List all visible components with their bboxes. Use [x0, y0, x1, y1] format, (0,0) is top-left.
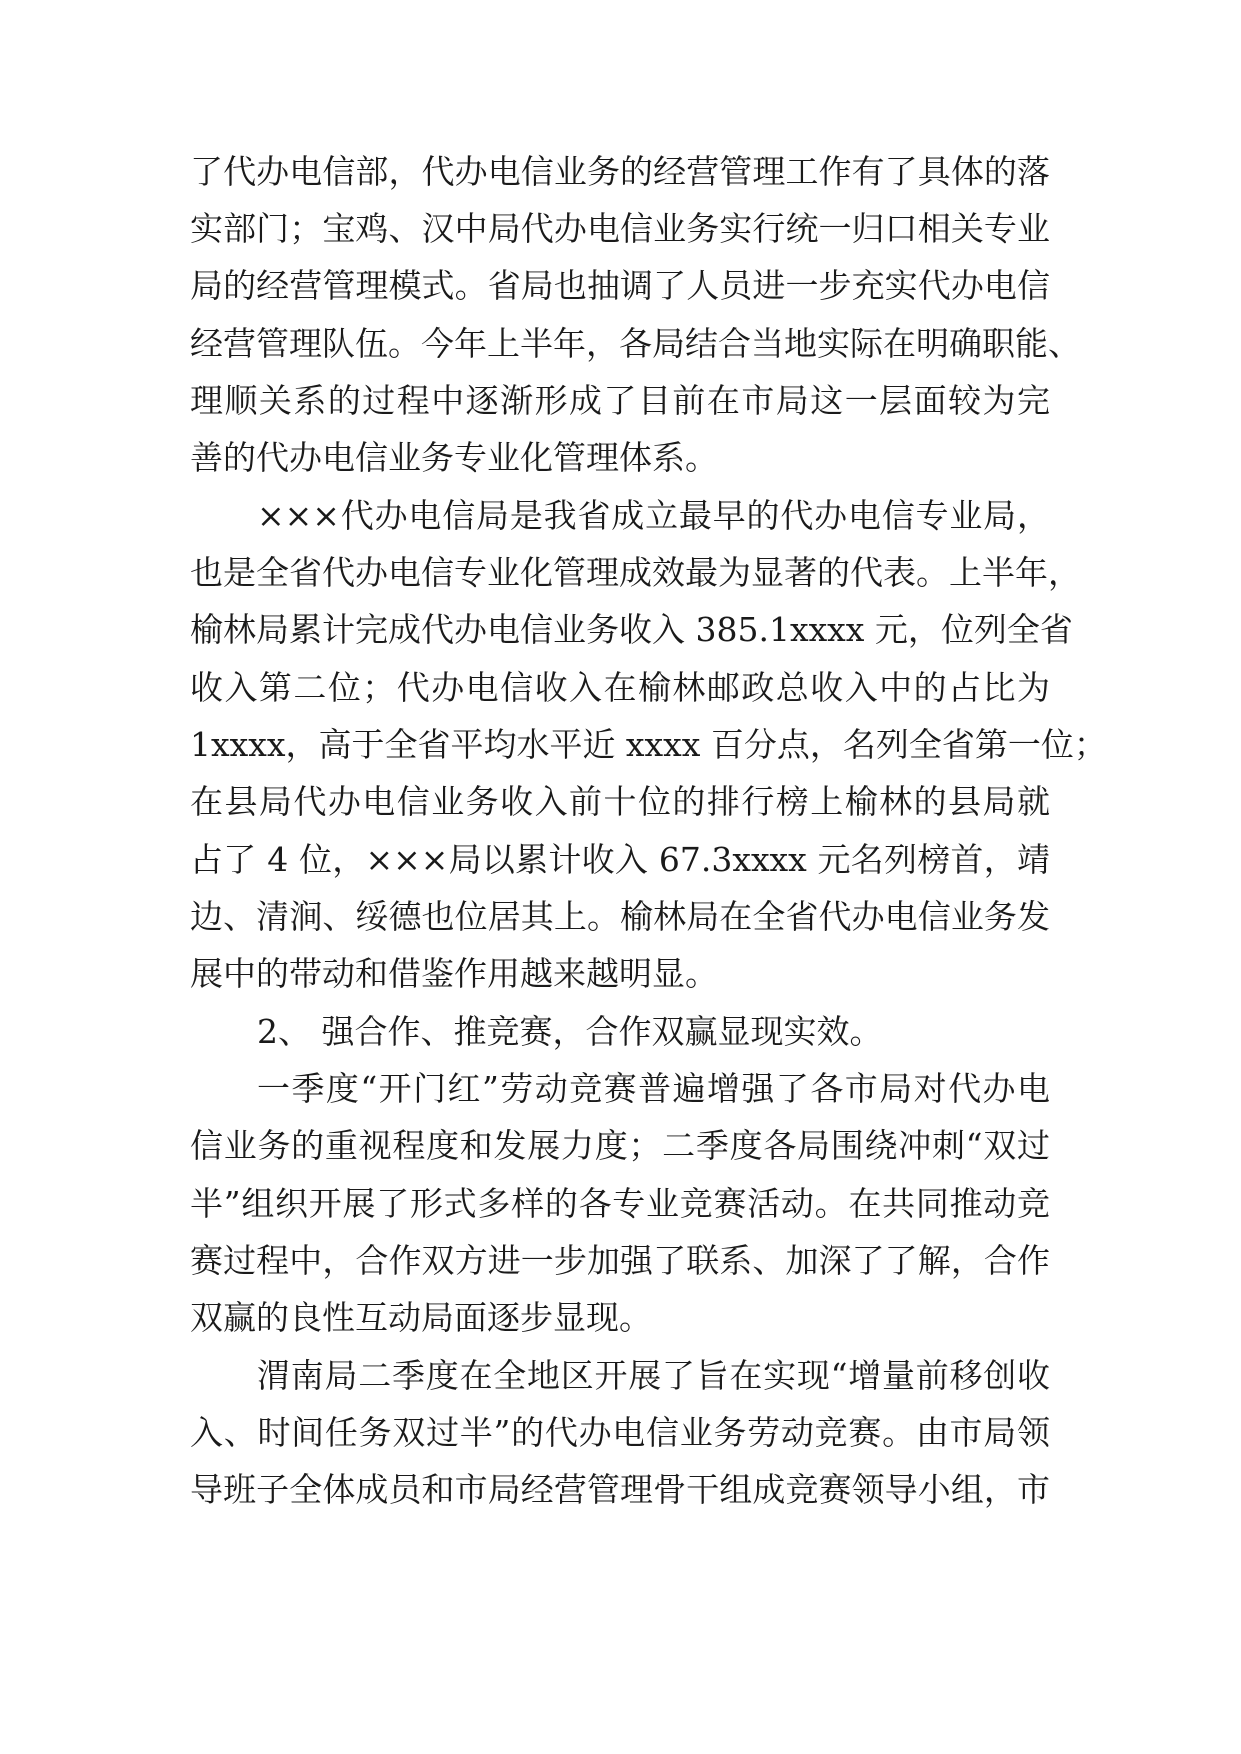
text-line: 在县局代办电信业务收入前十位的排行榜上榆林的县局就	[190, 782, 1050, 821]
text-line: 实部门；宝鸡、汉中局代办电信业务实行统一归口相关专业	[190, 209, 1050, 248]
text-line: 善的代办电信业务专业化管理体系。	[190, 438, 718, 477]
text-line: 榆林局累计完成代办电信业务收入 385.1xxxx 元，位列全省	[190, 610, 1073, 649]
paragraph-first-line: 一季度“开门红”劳动竞赛普遍增强了各市局对代办电	[257, 1069, 1050, 1108]
text-line: 导班子全体成员和市局经营管理骨干组成竞赛领导小组，市	[190, 1470, 1050, 1509]
text-line: 也是全省代办电信专业化管理成效最为显著的代表。上半年，	[190, 553, 1081, 592]
text-line: 信业务的重视程度和发展力度；二季度各局围绕冲刺“双过	[190, 1126, 1050, 1165]
text-line: 边、清涧、绥德也位居其上。榆林局在全省代办电信业务发	[190, 897, 1050, 936]
text-line: 了代办电信部，代办电信业务的经营管理工作有了具体的落	[190, 152, 1050, 191]
text-line: 入、时间任务双过半”的代办电信业务劳动竞赛。由市局领	[190, 1413, 1050, 1452]
section-heading: 2、 强合作、推竞赛，合作双赢显现实效。	[257, 1012, 883, 1051]
text-line: 展中的带动和借鉴作用越来越明显。	[190, 954, 718, 993]
paragraph-first-line: 渭南局二季度在全地区开展了旨在实现“增量前移创收	[257, 1356, 1050, 1395]
text-line: 理顺关系的过程中逐渐形成了目前在市局这一层面较为完	[190, 381, 1050, 420]
text-line: 赛过程中，合作双方进一步加强了联系、加深了了解，合作	[190, 1241, 1050, 1280]
text-line: 局的经营管理模式。省局也抽调了人员进一步充实代办电信	[190, 266, 1050, 305]
text-line: 双赢的良性互动局面逐步显现。	[190, 1298, 652, 1337]
text-line: 占了 4 位，×××局以累计收入 67.3xxxx 元名列榜首，靖	[190, 840, 1050, 879]
text-line: 1xxxx，高于全省平均水平近 xxxx 百分点，名列全省第一位；	[190, 725, 1107, 764]
text-line: 半”组织开展了形式多样的各专业竞赛活动。在共同推动竞	[190, 1184, 1050, 1223]
text-line: 收入第二位；代办电信收入在榆林邮政总收入中的占比为	[190, 668, 1050, 707]
text-line: 经营管理队伍。今年上半年，各局结合当地实际在明确职能、	[190, 324, 1081, 363]
paragraph-first-line: ×××代办电信局是我省成立最早的代办电信专业局，	[257, 496, 1050, 535]
